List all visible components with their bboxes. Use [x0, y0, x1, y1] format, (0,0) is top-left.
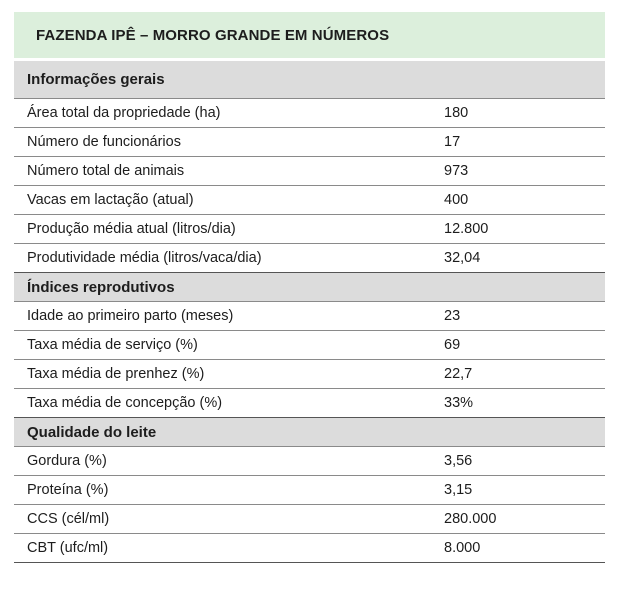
row-value: 8.000 — [444, 540, 481, 556]
row-value: 69 — [444, 337, 461, 353]
row-label: Taxa média de serviço (%) — [27, 337, 198, 353]
row-value: 973 — [444, 163, 469, 179]
row-label: Gordura (%) — [27, 453, 107, 469]
table-row — [14, 476, 605, 505]
row-label: Proteína (%) — [27, 482, 109, 498]
row-label: CCS (cél/ml) — [27, 511, 110, 527]
row-label: Taxa média de prenhez (%) — [27, 366, 205, 382]
section-milk-quality — [14, 418, 605, 563]
table-row — [14, 157, 605, 186]
row-label: Idade ao primeiro parto (meses) — [27, 308, 234, 324]
table-title: FAZENDA IPÊ – MORRO GRANDE EM NÚMEROS — [14, 12, 605, 58]
table-row — [14, 128, 605, 157]
table-row — [14, 215, 605, 244]
section-reproductive-indices — [14, 273, 605, 418]
row-label: Produtividade média (litros/vaca/dia) — [27, 250, 262, 266]
table-row — [14, 302, 605, 331]
table-row — [14, 244, 605, 273]
row-label: CBT (ufc/ml) — [27, 540, 109, 556]
row-value: 33% — [444, 395, 474, 411]
row-value: 32,04 — [444, 250, 481, 266]
row-value: 12.800 — [444, 221, 489, 237]
section-heading: Informações gerais — [14, 61, 605, 99]
row-label: Produção média atual (litros/dia) — [27, 221, 236, 237]
table-row — [14, 389, 605, 418]
table-row — [14, 505, 605, 534]
row-value: 17 — [444, 134, 461, 150]
row-value: 280.000 — [444, 511, 497, 527]
table-row — [14, 447, 605, 476]
table-row — [14, 360, 605, 389]
section-heading: Qualidade do leite — [14, 418, 605, 447]
row-value: 3,15 — [444, 482, 473, 498]
row-label: Taxa média de concepção (%) — [27, 395, 223, 411]
section-heading: Índices reprodutivos — [14, 273, 605, 302]
data-table — [14, 12, 605, 563]
table-row — [14, 99, 605, 128]
section-general-info — [14, 61, 605, 273]
row-value: 180 — [444, 105, 469, 121]
row-label: Número de funcionários — [27, 134, 181, 150]
row-value: 22,7 — [444, 366, 473, 382]
row-label: Vacas em lactação (atual) — [27, 192, 194, 208]
table-row — [14, 331, 605, 360]
table-row — [14, 186, 605, 215]
row-label: Área total da propriedade (ha) — [27, 105, 221, 121]
row-value: 400 — [444, 192, 469, 208]
row-value: 3,56 — [444, 453, 473, 469]
row-label: Número total de animais — [27, 163, 185, 179]
row-value: 23 — [444, 308, 461, 324]
table-row — [14, 534, 605, 563]
